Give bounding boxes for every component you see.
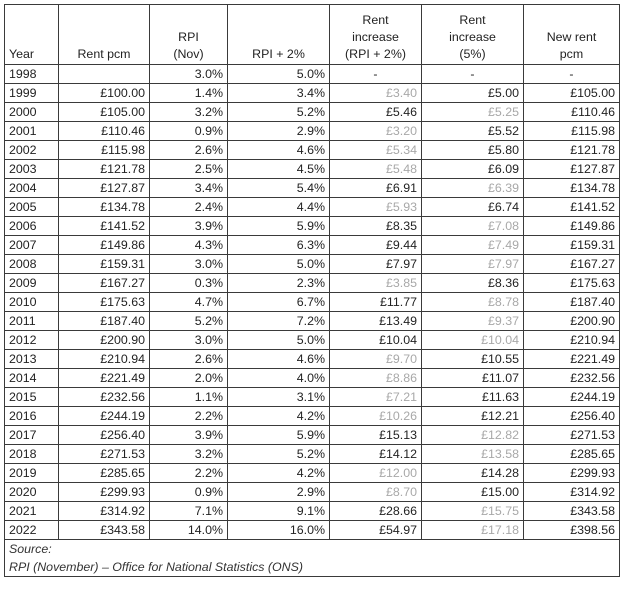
rpi-cell: 4.7% (150, 293, 228, 312)
rpi-plus-2-cell: 4.6% (228, 141, 330, 160)
year-cell: 2002 (5, 141, 59, 160)
new-rent-cell: £271.53 (524, 426, 620, 445)
rent-pcm-cell: £221.49 (59, 369, 150, 388)
rpi-plus-2-cell: 4.2% (228, 407, 330, 426)
year-cell: 2016 (5, 407, 59, 426)
rent-pcm-cell: £285.65 (59, 464, 150, 483)
new-rent-cell: - (524, 65, 620, 84)
rent-increase-5-cell: - (422, 65, 524, 84)
rpi-cell: 2.4% (150, 198, 228, 217)
header-year: Year (5, 5, 59, 65)
new-rent-cell: £210.94 (524, 331, 620, 350)
rent-increase-5-cell: £12.21 (422, 407, 524, 426)
table-row (5, 179, 620, 198)
table-row (5, 312, 620, 331)
rent-increase-rpi-cell: £8.70 (330, 483, 422, 502)
rent-increase-rpi-cell: £54.97 (330, 521, 422, 540)
year-cell: 2007 (5, 236, 59, 255)
rent-increase-5-cell: £13.58 (422, 445, 524, 464)
rent-pcm-cell: £141.52 (59, 217, 150, 236)
new-rent-cell: £343.58 (524, 502, 620, 521)
year-cell: 1998 (5, 65, 59, 84)
year-cell: 2019 (5, 464, 59, 483)
table-body (5, 65, 620, 540)
new-rent-cell: £115.98 (524, 122, 620, 141)
rent-increase-rpi-cell: £12.00 (330, 464, 422, 483)
rent-pcm-cell: £127.87 (59, 179, 150, 198)
rent-increase-rpi-cell: £5.48 (330, 160, 422, 179)
rpi-plus-2-cell: 5.2% (228, 103, 330, 122)
year-cell: 2018 (5, 445, 59, 464)
rent-pcm-cell: £256.40 (59, 426, 150, 445)
rpi-plus-2-cell: 4.6% (228, 350, 330, 369)
new-rent-cell: £110.46 (524, 103, 620, 122)
rent-increase-5-cell: £5.00 (422, 84, 524, 103)
new-rent-cell: £256.40 (524, 407, 620, 426)
rent-increase-rpi-cell: £15.13 (330, 426, 422, 445)
rpi-cell: 2.5% (150, 160, 228, 179)
table-row (5, 217, 620, 236)
rent-increase-5-cell: £9.37 (422, 312, 524, 331)
rent-pcm-cell: £115.98 (59, 141, 150, 160)
header-new-rent: New rent pcm (524, 5, 620, 65)
year-cell: 2021 (5, 502, 59, 521)
table-row (5, 293, 620, 312)
new-rent-cell: £141.52 (524, 198, 620, 217)
rpi-cell: 3.2% (150, 103, 228, 122)
rent-increase-5-cell: £7.97 (422, 255, 524, 274)
table-row (5, 521, 620, 540)
rent-increase-rpi-cell: £6.91 (330, 179, 422, 198)
new-rent-cell: £398.56 (524, 521, 620, 540)
rpi-plus-2-cell: 2.9% (228, 122, 330, 141)
table-row (5, 236, 620, 255)
new-rent-cell: £314.92 (524, 483, 620, 502)
source-label-row (5, 540, 620, 559)
table-row (5, 122, 620, 141)
rpi-plus-2-cell: 16.0% (228, 521, 330, 540)
rent-pcm-cell: £105.00 (59, 103, 150, 122)
rent-increase-5-cell: £10.55 (422, 350, 524, 369)
new-rent-cell: £187.40 (524, 293, 620, 312)
year-cell: 2013 (5, 350, 59, 369)
year-cell: 2003 (5, 160, 59, 179)
new-rent-cell: £221.49 (524, 350, 620, 369)
rent-increase-5-cell: £8.36 (422, 274, 524, 293)
year-cell: 2011 (5, 312, 59, 331)
rpi-cell: 3.2% (150, 445, 228, 464)
rpi-plus-2-cell: 5.2% (228, 445, 330, 464)
header-rent-pcm: Rent pcm (59, 5, 150, 65)
rent-pcm-cell: £299.93 (59, 483, 150, 502)
rent-increase-5-cell: £5.80 (422, 141, 524, 160)
rent-increase-5-cell: £8.78 (422, 293, 524, 312)
rpi-plus-2-cell: 5.9% (228, 217, 330, 236)
new-rent-cell: £232.56 (524, 369, 620, 388)
table-row (5, 198, 620, 217)
year-cell: 2017 (5, 426, 59, 445)
rent-increase-5-cell: £17.18 (422, 521, 524, 540)
rpi-cell: 5.2% (150, 312, 228, 331)
new-rent-cell: £105.00 (524, 84, 620, 103)
rent-table (4, 4, 620, 577)
rent-pcm-cell: £100.00 (59, 84, 150, 103)
year-cell: 2022 (5, 521, 59, 540)
rent-pcm-cell: £175.63 (59, 293, 150, 312)
year-cell: 2008 (5, 255, 59, 274)
rent-increase-5-cell: £5.25 (422, 103, 524, 122)
table-row (5, 369, 620, 388)
rent-increase-5-cell: £7.49 (422, 236, 524, 255)
year-cell: 2020 (5, 483, 59, 502)
source-label: Source: (5, 540, 620, 559)
rpi-cell: 4.3% (150, 236, 228, 255)
table-container (4, 4, 620, 577)
rpi-cell: 0.9% (150, 122, 228, 141)
rpi-plus-2-cell: 4.5% (228, 160, 330, 179)
rpi-plus-2-cell: 3.1% (228, 388, 330, 407)
new-rent-cell: £121.78 (524, 141, 620, 160)
table-row (5, 407, 620, 426)
table-row (5, 65, 620, 84)
rent-increase-5-cell: £6.39 (422, 179, 524, 198)
rent-increase-5-cell: £12.82 (422, 426, 524, 445)
table-row (5, 483, 620, 502)
table-row (5, 160, 620, 179)
year-cell: 2006 (5, 217, 59, 236)
rent-pcm-cell: £232.56 (59, 388, 150, 407)
rent-pcm-cell: £187.40 (59, 312, 150, 331)
rpi-cell: 14.0% (150, 521, 228, 540)
header-rent-increase-5: Rent increase (5%) (422, 5, 524, 65)
new-rent-cell: £159.31 (524, 236, 620, 255)
rpi-plus-2-cell: 6.3% (228, 236, 330, 255)
year-cell: 2009 (5, 274, 59, 293)
rpi-plus-2-cell: 4.0% (228, 369, 330, 388)
rpi-cell: 2.6% (150, 350, 228, 369)
rent-increase-rpi-cell: £8.35 (330, 217, 422, 236)
rent-pcm-cell: £167.27 (59, 274, 150, 293)
new-rent-cell: £167.27 (524, 255, 620, 274)
rpi-cell: 3.9% (150, 217, 228, 236)
rent-increase-rpi-cell: £3.40 (330, 84, 422, 103)
rent-pcm-cell: £110.46 (59, 122, 150, 141)
source-text: RPI (November) – Office for National Statistics (ONS) (5, 558, 620, 577)
rent-increase-5-cell: £14.28 (422, 464, 524, 483)
header-rent-increase-rpi: Rent increase (RPI + 2%) (330, 5, 422, 65)
table-row (5, 350, 620, 369)
rent-increase-rpi-cell: £10.04 (330, 331, 422, 350)
rent-pcm-cell: £343.58 (59, 521, 150, 540)
table-row (5, 388, 620, 407)
table-row (5, 502, 620, 521)
rpi-plus-2-cell: 2.9% (228, 483, 330, 502)
rpi-plus-2-cell: 5.9% (228, 426, 330, 445)
rpi-cell: 1.1% (150, 388, 228, 407)
year-cell: 2001 (5, 122, 59, 141)
new-rent-cell: £175.63 (524, 274, 620, 293)
new-rent-cell: £149.86 (524, 217, 620, 236)
rent-increase-rpi-cell: £13.49 (330, 312, 422, 331)
new-rent-cell: £285.65 (524, 445, 620, 464)
table-row (5, 103, 620, 122)
rpi-cell: 3.9% (150, 426, 228, 445)
rent-increase-rpi-cell: £9.44 (330, 236, 422, 255)
rent-increase-rpi-cell: £5.46 (330, 103, 422, 122)
table-row (5, 274, 620, 293)
rent-pcm-cell: £159.31 (59, 255, 150, 274)
rpi-plus-2-cell: 6.7% (228, 293, 330, 312)
rpi-cell: 3.0% (150, 65, 228, 84)
rent-pcm-cell: £121.78 (59, 160, 150, 179)
table-row (5, 331, 620, 350)
rent-increase-rpi-cell: - (330, 65, 422, 84)
rpi-cell: 3.4% (150, 179, 228, 198)
rpi-cell: 2.2% (150, 464, 228, 483)
rent-increase-5-cell: £5.52 (422, 122, 524, 141)
table-row (5, 426, 620, 445)
rent-increase-5-cell: £6.74 (422, 198, 524, 217)
new-rent-cell: £299.93 (524, 464, 620, 483)
rent-increase-5-cell: £10.04 (422, 331, 524, 350)
year-cell: 2015 (5, 388, 59, 407)
rent-pcm-cell: £271.53 (59, 445, 150, 464)
rpi-cell: 3.0% (150, 331, 228, 350)
rpi-plus-2-cell: 5.0% (228, 255, 330, 274)
rpi-cell: 1.4% (150, 84, 228, 103)
rent-increase-rpi-cell: £5.34 (330, 141, 422, 160)
header-row (5, 5, 620, 65)
rpi-plus-2-cell: 5.0% (228, 331, 330, 350)
year-cell: 2010 (5, 293, 59, 312)
table-row (5, 445, 620, 464)
rent-increase-5-cell: £6.09 (422, 160, 524, 179)
rent-increase-rpi-cell: £28.66 (330, 502, 422, 521)
new-rent-cell: £244.19 (524, 388, 620, 407)
rent-increase-5-cell: £15.00 (422, 483, 524, 502)
table-row (5, 141, 620, 160)
rent-pcm-cell: £244.19 (59, 407, 150, 426)
rpi-plus-2-cell: 9.1% (228, 502, 330, 521)
rpi-cell: 2.0% (150, 369, 228, 388)
rpi-cell: 0.3% (150, 274, 228, 293)
rent-pcm-cell (59, 65, 150, 84)
rent-pcm-cell: £210.94 (59, 350, 150, 369)
new-rent-cell: £134.78 (524, 179, 620, 198)
rent-pcm-cell: £314.92 (59, 502, 150, 521)
table-row (5, 255, 620, 274)
rpi-plus-2-cell: 2.3% (228, 274, 330, 293)
rent-increase-rpi-cell: £7.21 (330, 388, 422, 407)
rpi-plus-2-cell: 4.4% (228, 198, 330, 217)
rent-increase-5-cell: £11.07 (422, 369, 524, 388)
rpi-cell: 2.6% (150, 141, 228, 160)
rent-increase-rpi-cell: £3.85 (330, 274, 422, 293)
rent-increase-5-cell: £11.63 (422, 388, 524, 407)
rpi-plus-2-cell: 4.2% (228, 464, 330, 483)
year-cell: 2012 (5, 331, 59, 350)
rpi-cell: 3.0% (150, 255, 228, 274)
new-rent-cell: £200.90 (524, 312, 620, 331)
year-cell: 2014 (5, 369, 59, 388)
rent-pcm-cell: £149.86 (59, 236, 150, 255)
rent-increase-rpi-cell: £9.70 (330, 350, 422, 369)
year-cell: 2005 (5, 198, 59, 217)
header-rpi-plus-2: RPI + 2% (228, 5, 330, 65)
rent-increase-5-cell: £7.08 (422, 217, 524, 236)
rpi-plus-2-cell: 5.0% (228, 65, 330, 84)
year-cell: 2004 (5, 179, 59, 198)
new-rent-cell: £127.87 (524, 160, 620, 179)
rpi-cell: 0.9% (150, 483, 228, 502)
rent-increase-rpi-cell: £7.97 (330, 255, 422, 274)
header-rpi: RPI (Nov) (150, 5, 228, 65)
rpi-cell: 7.1% (150, 502, 228, 521)
year-cell: 2000 (5, 103, 59, 122)
table-row (5, 84, 620, 103)
rent-increase-rpi-cell: £10.26 (330, 407, 422, 426)
source-text-row (5, 558, 620, 577)
rent-pcm-cell: £200.90 (59, 331, 150, 350)
rpi-cell: 2.2% (150, 407, 228, 426)
rpi-plus-2-cell: 5.4% (228, 179, 330, 198)
table-row (5, 464, 620, 483)
rpi-plus-2-cell: 7.2% (228, 312, 330, 331)
rent-increase-5-cell: £15.75 (422, 502, 524, 521)
rent-increase-rpi-cell: £11.77 (330, 293, 422, 312)
rent-increase-rpi-cell: £8.86 (330, 369, 422, 388)
year-cell: 1999 (5, 84, 59, 103)
rpi-plus-2-cell: 3.4% (228, 84, 330, 103)
rent-increase-rpi-cell: £5.93 (330, 198, 422, 217)
rent-increase-rpi-cell: £14.12 (330, 445, 422, 464)
rent-pcm-cell: £134.78 (59, 198, 150, 217)
rent-increase-rpi-cell: £3.20 (330, 122, 422, 141)
